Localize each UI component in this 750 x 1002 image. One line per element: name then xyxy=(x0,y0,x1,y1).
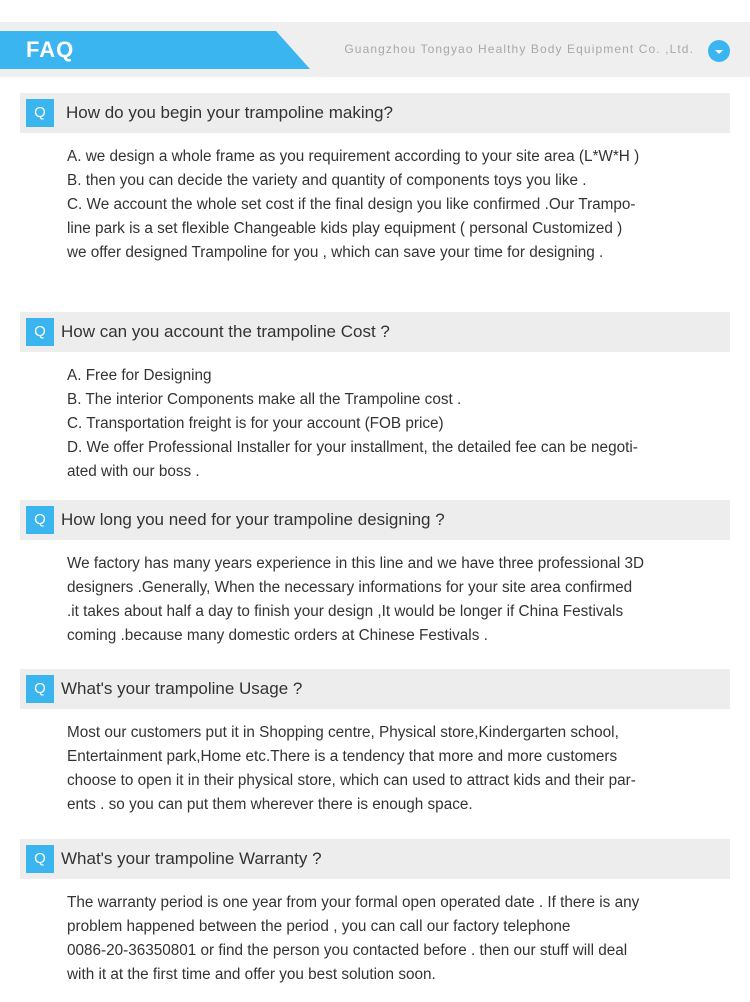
answer-line: A. we design a whole frame as you requirement according to your site area (L*W*H ) xyxy=(67,148,640,165)
answer-line: C. We account the whole set cost if the final design you like confirmed .Our Trampo- xyxy=(67,196,636,213)
question-text: How can you account the trampoline Cost ? xyxy=(61,322,390,341)
answer-line: 0086-20-36350801 or find the person you contacted before . then our stuff will deal xyxy=(67,942,628,959)
answer-line: coming .because many domestic orders at Chinese Festivals . xyxy=(67,627,488,644)
answer-line: we offer designed Trampoline for you , which can save your time for designing . xyxy=(67,244,604,261)
answer-line: ents . so you can put them wherever there is enough space. xyxy=(67,796,473,813)
answer-line: B. then you can decide the variety and quantity of components toys you like . xyxy=(67,172,587,189)
answer-line: B. The interior Components make all the Trampoline cost . xyxy=(67,391,462,408)
answer-line: Entertainment park,Home etc.There is a tendency that more and more customers xyxy=(67,748,618,765)
question-badge: Q xyxy=(26,99,54,127)
answer-text xyxy=(67,145,687,265)
answer-line: Most our customers put it in Shopping centre, Physical store,Kindergarten school, xyxy=(67,724,619,741)
question-bar[interactable] xyxy=(20,93,730,133)
question-bar[interactable] xyxy=(20,500,730,540)
question-badge: Q xyxy=(26,506,54,534)
faq-item-begin xyxy=(20,93,730,265)
question-bar[interactable] xyxy=(20,839,730,879)
question-text: How long you need for your trampoline designing ? xyxy=(61,510,445,529)
answer-line: C. Transportation freight is for your account (FOB price) xyxy=(67,415,444,432)
faq-item-warranty xyxy=(20,839,730,987)
answer-line: designers .Generally, When the necessary informations for your site area confirmed xyxy=(67,579,633,596)
answer-line: We factory has many years experience in this line and we have three professional 3D xyxy=(67,555,645,572)
page-title: FAQ xyxy=(26,37,75,62)
question-text: What's your trampoline Warranty ? xyxy=(61,849,322,868)
question-badge: Q xyxy=(26,675,54,703)
answer-text xyxy=(67,364,687,484)
answer-line: choose to open it in their physical store, which can used to attract kids and their par- xyxy=(67,772,636,789)
faq-item-usage xyxy=(20,669,730,817)
question-badge: Q xyxy=(26,845,54,873)
answer-line: A. Free for Designing xyxy=(67,367,212,384)
question-bar[interactable] xyxy=(20,312,730,352)
question-text: How do you begin your trampoline making? xyxy=(66,103,393,122)
faq-item-cost xyxy=(20,312,730,484)
answer-line: line park is a set flexible Changeable kids play equipment ( personal Customized ) xyxy=(67,220,623,237)
answer-line: .it takes about half a day to finish your design ,It would be longer if China Festivals xyxy=(67,603,624,620)
faq-item-designing-time xyxy=(20,500,730,648)
answer-line: D. We offer Professional Installer for your installment, the detailed fee can be negoti- xyxy=(67,439,638,456)
answer-line: problem happened between the period , you can call our factory telephone xyxy=(67,918,571,935)
question-text: What's your trampoline Usage ? xyxy=(61,679,303,698)
answer-line: The warranty period is one year from your formal open operated date . If there is any xyxy=(67,894,640,911)
answer-text xyxy=(67,552,687,648)
question-badge: Q xyxy=(26,318,54,346)
answer-line: with it at the first time and offer you best solution soon. xyxy=(67,966,436,983)
company-name: Guangzhou Tongyao Healthy Body Equipment Co. ,Ltd. xyxy=(344,42,694,56)
answer-text xyxy=(67,891,687,987)
chevron-down-icon[interactable] xyxy=(708,40,730,62)
question-bar[interactable] xyxy=(20,669,730,709)
answer-text xyxy=(67,721,687,817)
answer-line: ated with our boss . xyxy=(67,463,200,480)
